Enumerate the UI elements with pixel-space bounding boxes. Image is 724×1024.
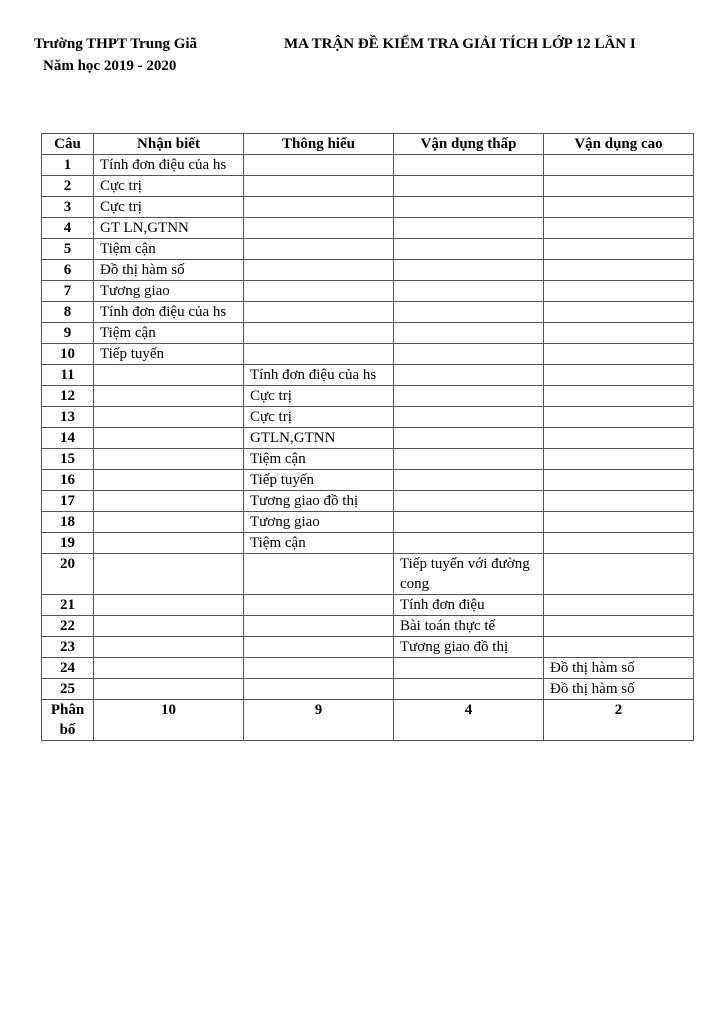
topic-cell: [544, 491, 694, 512]
table-row: [42, 658, 694, 679]
total-value: 2: [544, 700, 694, 741]
topic-cell: [394, 365, 544, 386]
table-row: [42, 512, 694, 533]
total-row: [42, 700, 694, 741]
topic-cell: [94, 616, 244, 637]
topic-cell: [244, 176, 394, 197]
topic-cell: [544, 533, 694, 554]
table-row: [42, 155, 694, 176]
topic-cell: [394, 470, 544, 491]
topic-cell: Tính đơn điệu của hs: [94, 155, 244, 176]
question-number: 11: [42, 365, 94, 386]
table-row: [42, 218, 694, 239]
question-number: 6: [42, 260, 94, 281]
topic-cell: Đồ thị hàm số: [544, 658, 694, 679]
topic-cell: [244, 554, 394, 595]
question-number: 19: [42, 533, 94, 554]
question-number: 10: [42, 344, 94, 365]
topic-cell: Đồ thị hàm số: [94, 260, 244, 281]
table-row: [42, 365, 694, 386]
topic-cell: Cực trị: [244, 407, 394, 428]
topic-cell: [94, 512, 244, 533]
topic-cell: [394, 407, 544, 428]
topic-cell: [244, 344, 394, 365]
question-number: 4: [42, 218, 94, 239]
topic-cell: Tính đơn điệu của hs: [244, 365, 394, 386]
topic-cell: [394, 176, 544, 197]
topic-cell: [544, 155, 694, 176]
total-value: 9: [244, 700, 394, 741]
topic-cell: [544, 197, 694, 218]
topic-cell: [544, 218, 694, 239]
topic-cell: [544, 260, 694, 281]
topic-cell: Cực trị: [244, 386, 394, 407]
school-name: Trường THPT Trung Giã: [34, 36, 198, 52]
total-label: Phân bố: [42, 700, 94, 741]
question-number: 23: [42, 637, 94, 658]
topic-cell: [244, 239, 394, 260]
question-number: 7: [42, 281, 94, 302]
question-number: 8: [42, 302, 94, 323]
table-row: [42, 386, 694, 407]
topic-cell: [544, 302, 694, 323]
topic-cell: [94, 637, 244, 658]
table-row: [42, 176, 694, 197]
table-row: [42, 344, 694, 365]
topic-cell: Tương giao: [94, 281, 244, 302]
topic-cell: [544, 616, 694, 637]
topic-cell: [544, 449, 694, 470]
topic-cell: [544, 344, 694, 365]
table-row: [42, 323, 694, 344]
topic-cell: Tiệm cận: [244, 449, 394, 470]
total-value: 10: [94, 700, 244, 741]
question-number: 20: [42, 554, 94, 595]
table-row: [42, 616, 694, 637]
table-row: [42, 595, 694, 616]
topic-cell: [544, 176, 694, 197]
topic-cell: GTLN,GTNN: [244, 428, 394, 449]
topic-cell: [244, 658, 394, 679]
topic-cell: [394, 239, 544, 260]
table-row: [42, 637, 694, 658]
topic-cell: [544, 470, 694, 491]
question-number: 22: [42, 616, 94, 637]
topic-cell: [544, 428, 694, 449]
topic-cell: [544, 365, 694, 386]
school-year: Năm học 2019 - 2020: [43, 58, 177, 74]
question-number: 3: [42, 197, 94, 218]
table-row: [42, 197, 694, 218]
question-number: 17: [42, 491, 94, 512]
table-row: [42, 428, 694, 449]
topic-cell: [244, 323, 394, 344]
topic-cell: [544, 239, 694, 260]
topic-cell: [394, 658, 544, 679]
topic-cell: [544, 554, 694, 595]
topic-cell: [94, 658, 244, 679]
table-row: [42, 554, 694, 595]
topic-cell: [244, 679, 394, 700]
question-number: 24: [42, 658, 94, 679]
table-row: [42, 239, 694, 260]
topic-cell: Tương giao đồ thị: [244, 491, 394, 512]
table-row: [42, 470, 694, 491]
topic-cell: [94, 679, 244, 700]
topic-cell: [394, 491, 544, 512]
topic-cell: Tiệm cận: [94, 323, 244, 344]
table-row: [42, 449, 694, 470]
total-value: 4: [394, 700, 544, 741]
topic-cell: Tiệm cận: [94, 239, 244, 260]
column-header: Vận dụng thấp: [394, 134, 544, 155]
question-number: 25: [42, 679, 94, 700]
topic-cell: [244, 302, 394, 323]
table-row: [42, 260, 694, 281]
topic-cell: [394, 679, 544, 700]
topic-cell: [244, 281, 394, 302]
question-number: 15: [42, 449, 94, 470]
topic-cell: Cực trị: [94, 197, 244, 218]
topic-cell: [244, 218, 394, 239]
topic-cell: [544, 512, 694, 533]
topic-cell: [394, 428, 544, 449]
question-number: 14: [42, 428, 94, 449]
column-header: Nhận biết: [94, 134, 244, 155]
topic-cell: [394, 281, 544, 302]
topic-cell: Tương giao: [244, 512, 394, 533]
topic-cell: [394, 218, 544, 239]
column-header: Câu: [42, 134, 94, 155]
topic-cell: Tiếp tuyến: [94, 344, 244, 365]
topic-cell: [94, 554, 244, 595]
topic-cell: [544, 323, 694, 344]
topic-cell: [94, 595, 244, 616]
question-number: 13: [42, 407, 94, 428]
question-number: 1: [42, 155, 94, 176]
topic-cell: [394, 449, 544, 470]
topic-cell: [394, 155, 544, 176]
table-row: [42, 407, 694, 428]
topic-cell: [94, 428, 244, 449]
table-row: [42, 302, 694, 323]
topic-cell: [244, 616, 394, 637]
exam-matrix-table: [41, 133, 694, 741]
topic-cell: [544, 637, 694, 658]
table-row: [42, 533, 694, 554]
topic-cell: [544, 281, 694, 302]
table-row: [42, 679, 694, 700]
question-number: 18: [42, 512, 94, 533]
question-number: 12: [42, 386, 94, 407]
topic-cell: Tương giao đồ thị: [394, 637, 544, 658]
question-number: 16: [42, 470, 94, 491]
topic-cell: [394, 512, 544, 533]
topic-cell: Cực trị: [94, 176, 244, 197]
topic-cell: [94, 533, 244, 554]
document-title: MA TRẬN ĐỀ KIỂM TRA GIẢI TÍCH LỚP 12 LẦN I: [284, 36, 636, 52]
topic-cell: [244, 595, 394, 616]
topic-cell: Bài toán thực tế: [394, 616, 544, 637]
question-number: 9: [42, 323, 94, 344]
topic-cell: [94, 470, 244, 491]
topic-cell: [544, 386, 694, 407]
topic-cell: [94, 386, 244, 407]
topic-cell: [544, 407, 694, 428]
topic-cell: [394, 533, 544, 554]
topic-cell: Đồ thị hàm số: [544, 679, 694, 700]
table-header-row: [42, 134, 694, 155]
table-row: [42, 491, 694, 512]
topic-cell: [394, 386, 544, 407]
topic-cell: [394, 323, 544, 344]
question-number: 21: [42, 595, 94, 616]
topic-cell: [94, 365, 244, 386]
question-number: 5: [42, 239, 94, 260]
topic-cell: [244, 260, 394, 281]
topic-cell: [244, 197, 394, 218]
column-header: Vận dụng cao: [544, 134, 694, 155]
topic-cell: [544, 595, 694, 616]
topic-cell: [394, 197, 544, 218]
topic-cell: Tính đơn điệu: [394, 595, 544, 616]
topic-cell: [94, 449, 244, 470]
topic-cell: Tiệm cận: [244, 533, 394, 554]
column-header: Thông hiểu: [244, 134, 394, 155]
topic-cell: [394, 302, 544, 323]
topic-cell: Tiếp tuyến với đường cong: [394, 554, 544, 595]
topic-cell: [94, 491, 244, 512]
topic-cell: [394, 344, 544, 365]
topic-cell: [394, 260, 544, 281]
topic-cell: Tính đơn điệu của hs: [94, 302, 244, 323]
topic-cell: [244, 637, 394, 658]
topic-cell: Tiếp tuyến: [244, 470, 394, 491]
question-number: 2: [42, 176, 94, 197]
topic-cell: GT LN,GTNN: [94, 218, 244, 239]
table-row: [42, 281, 694, 302]
topic-cell: [94, 407, 244, 428]
topic-cell: [244, 155, 394, 176]
